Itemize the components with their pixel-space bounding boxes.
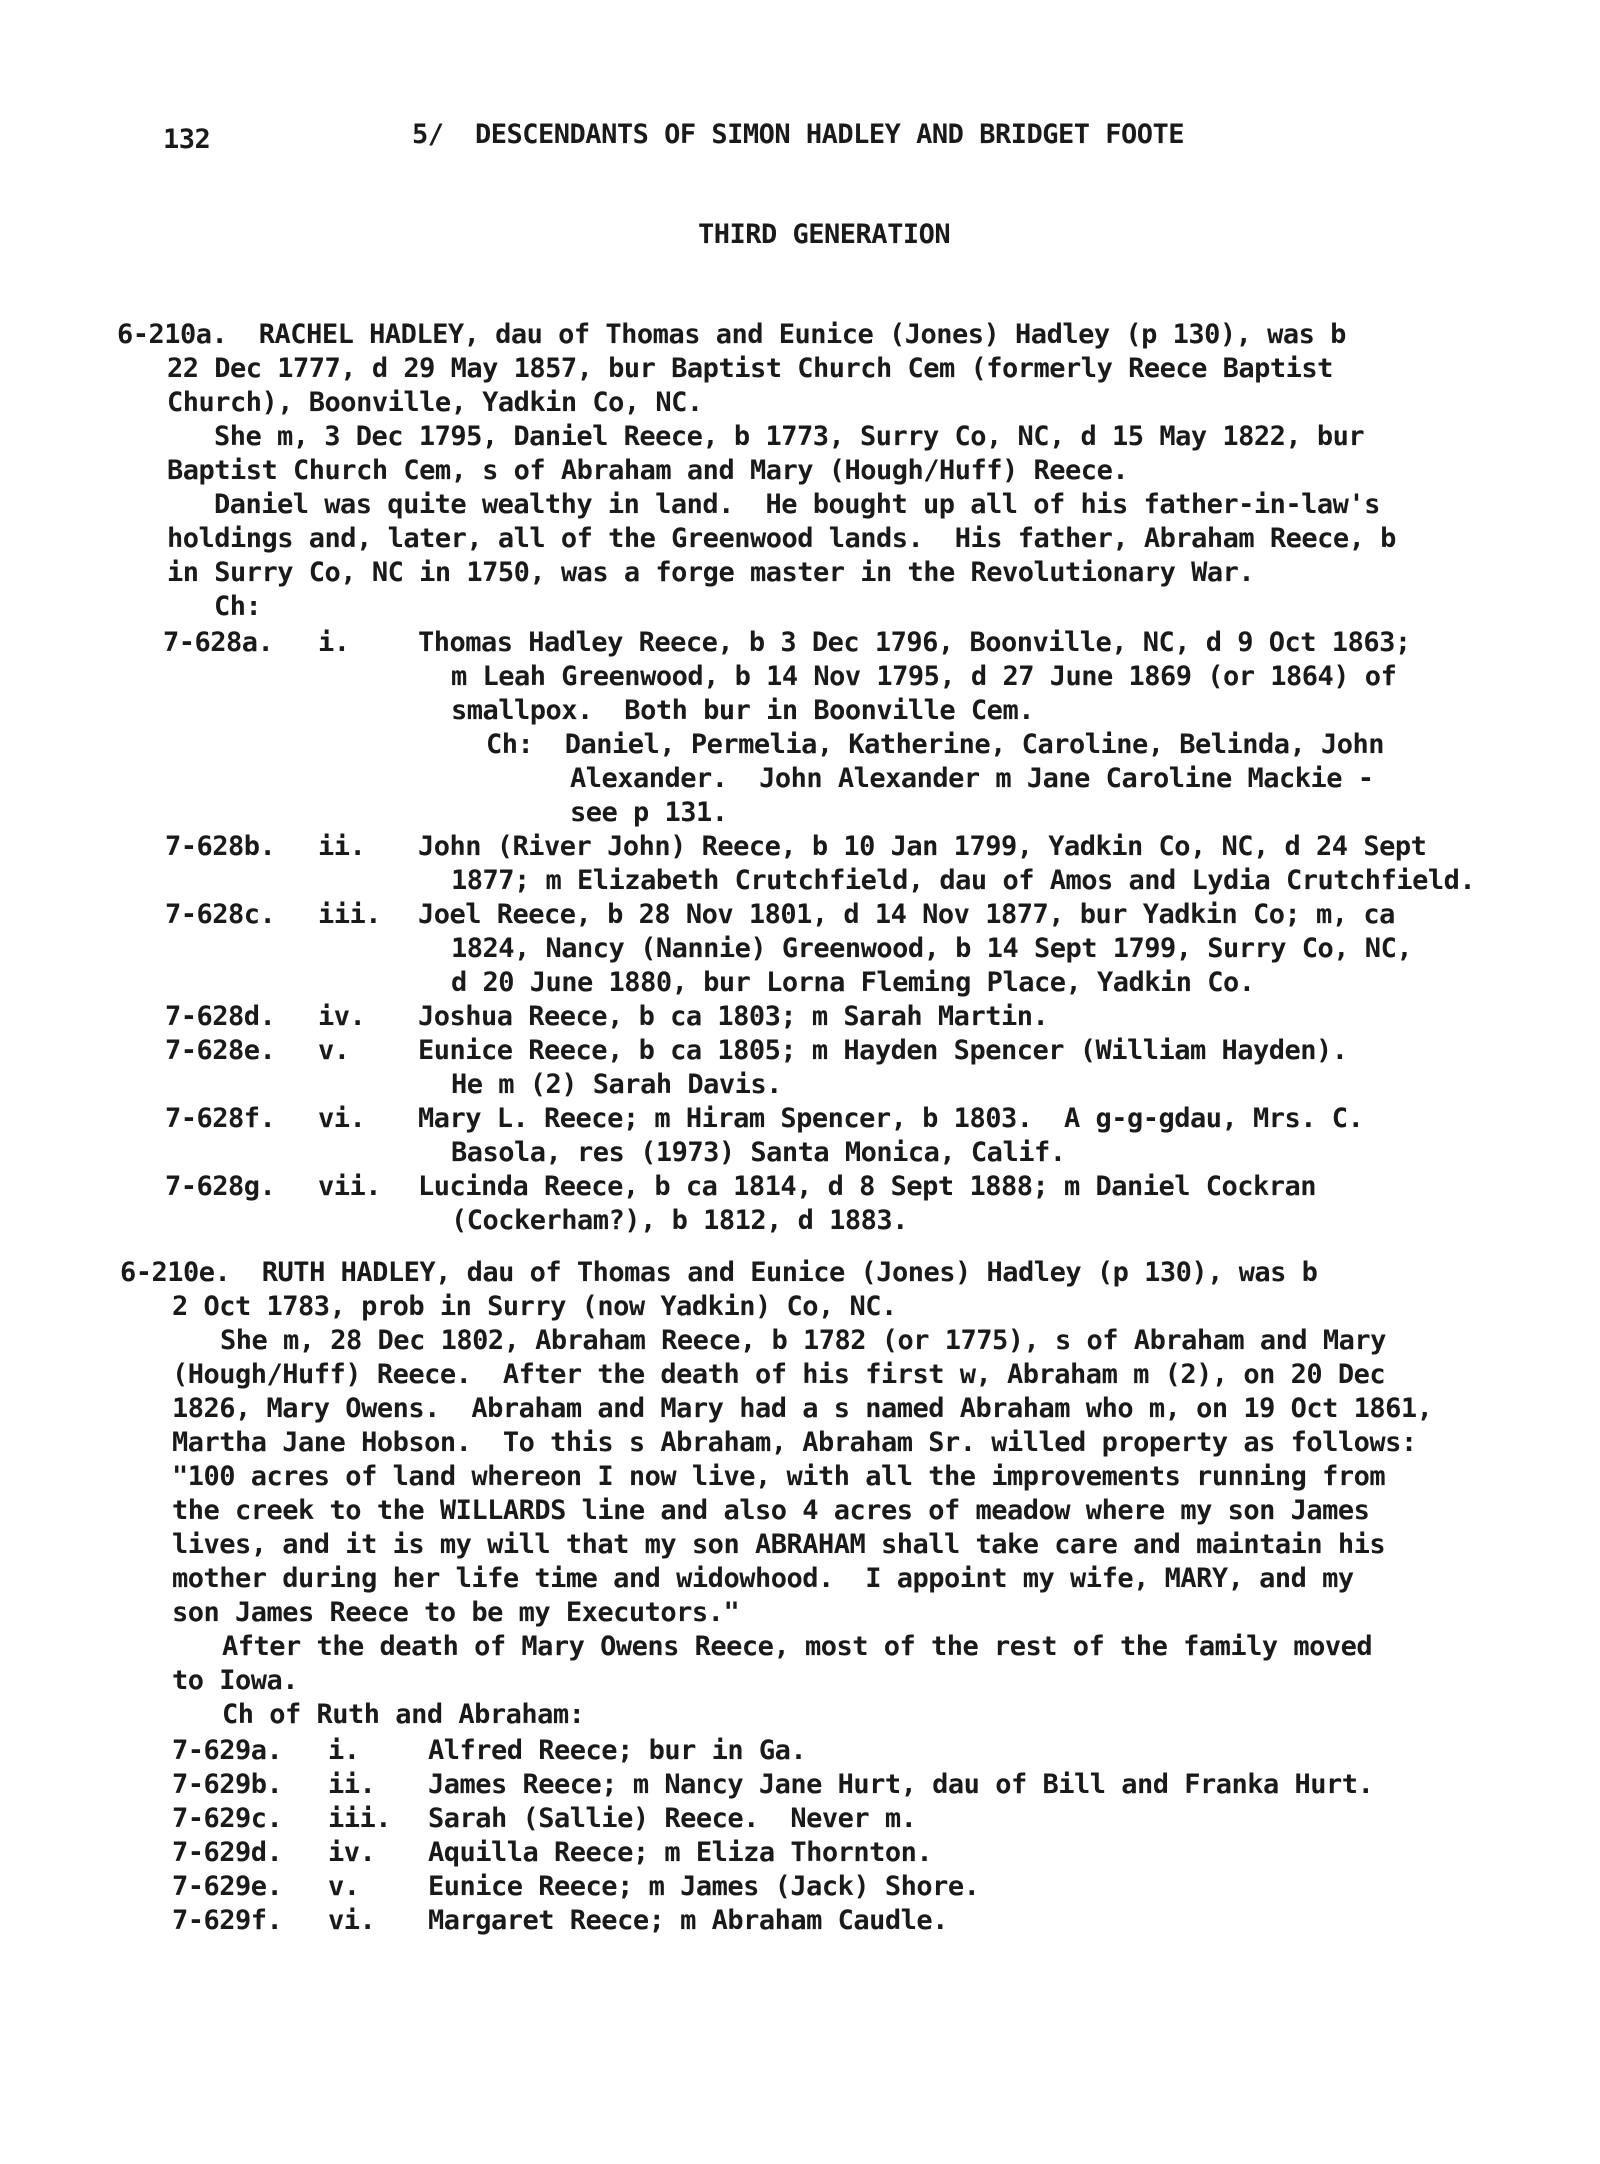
child-num: iii.: [318, 899, 382, 930]
child-text: Margaret Reece; m Abraham Caudle.: [428, 1905, 948, 1936]
child-text: Lucinda Reece, b ca 1814, d 8 Sept 1888; m Daniel Cockran: [418, 1171, 1317, 1202]
ruth-line-7: "100 acres of land whereon I now live, with all the improvements running from: [172, 1461, 1386, 1492]
ruth-line-9: lives, and it is my will that my son ABRAHAM shall take care and maintain his: [172, 1529, 1386, 1560]
child-text: Eunice Reece, b ca 1805; m Hayden Spencer (William Hayden).: [418, 1035, 1348, 1066]
child-text: Eunice Reece; m James (Jack) Shore.: [428, 1871, 980, 1902]
child-num: i.: [328, 1735, 360, 1766]
rachel-line-4: She m, 3 Dec 1795, Daniel Reece, b 1773, Surry Co, NC, d 15 May 1822, bur: [214, 421, 1365, 452]
child-num: vi.: [328, 1905, 376, 1936]
child-text: John (River John) Reece, b 10 Jan 1799, Yadkin Co, NC, d 24 Sept: [418, 831, 1427, 862]
child-id: 7-628e.: [165, 1035, 276, 1066]
page-number: 132: [163, 124, 211, 155]
rachel-ch-label: Ch:: [214, 591, 262, 622]
child-text: Joel Reece, b 28 Nov 1801, d 14 Nov 1877, bur Yadkin Co; m, ca: [418, 899, 1395, 930]
child-id: 7-628c.: [165, 899, 276, 930]
rachel-line-1: 6-210a. RACHEL HADLEY, dau of Thomas and Eunice (Jones) Hadley (p 130), was b: [117, 319, 1346, 350]
child-text: Mary L. Reece; m Hiram Spencer, b 1803. A g-g-gdau, Mrs. C.: [418, 1103, 1364, 1134]
child-text: m Leah Greenwood, b 14 Nov 1795, d 27 June 1869 (or 1864) of: [451, 661, 1397, 692]
child-num: iii.: [328, 1803, 392, 1834]
child-id: 7-629d.: [172, 1837, 283, 1868]
ruth-line-12: After the death of Mary Owens Reece, most of the rest of the family moved: [222, 1631, 1373, 1662]
child-id: 7-629e.: [172, 1871, 283, 1902]
child-num: vi.: [318, 1103, 366, 1134]
child-text: He m (2) Sarah Davis.: [451, 1069, 782, 1100]
grandchildren-line: Ch: Daniel, Permelia, Katherine, Caroline, Belinda, John: [486, 729, 1385, 760]
child-num: i.: [318, 627, 350, 658]
child-num: iv.: [328, 1837, 376, 1868]
rachel-line-5: Baptist Church Cem, s of Abraham and Mary (Hough/Huff) Reece.: [167, 455, 1129, 486]
child-text: Joshua Reece, b ca 1803; m Sarah Martin.: [418, 1001, 1049, 1032]
child-num: v.: [318, 1035, 350, 1066]
ruth-line-4: (Hough/Huff) Reece. After the death of his first w, Abraham m (2), on 20 Dec: [172, 1359, 1386, 1390]
child-id: 7-628a.: [163, 627, 274, 658]
child-num: v.: [328, 1871, 360, 1902]
child-num: vii.: [318, 1171, 382, 1202]
ruth-line-2: 2 Oct 1783, prob in Surry (now Yadkin) Co, NC.: [172, 1291, 897, 1322]
ruth-line-1: 6-210e. RUTH HADLEY, dau of Thomas and Eunice (Jones) Hadley (p 130), was b: [120, 1257, 1318, 1288]
ruth-line-11: son James Reece to be my Executors.": [172, 1597, 740, 1628]
child-num: iv.: [318, 1001, 366, 1032]
child-num: ii.: [328, 1769, 376, 1800]
ruth-line-13: to Iowa.: [172, 1665, 299, 1696]
grandchildren-line: Alexander. John Alexander m Jane Caroline Mackie -: [570, 763, 1374, 794]
child-id: 7-629c.: [172, 1803, 283, 1834]
child-id: 7-629b.: [172, 1769, 283, 1800]
child-num: ii.: [318, 831, 366, 862]
ruth-line-3: She m, 28 Dec 1802, Abraham Reece, b 1782 (or 1775), s of Abraham and Mary: [220, 1325, 1386, 1356]
ruth-line-10: mother during her life time and widowhood. I appoint my wife, MARY, and my: [172, 1563, 1354, 1594]
child-text: Basola, res (1973) Santa Monica, Calif.: [451, 1137, 1066, 1168]
child-text: (Cockerham?), b 1812, d 1883.: [451, 1205, 908, 1236]
child-text: d 20 June 1880, bur Lorna Fleming Place, Yadkin Co.: [451, 967, 1255, 998]
rachel-line-2: 22 Dec 1777, d 29 May 1857, bur Baptist Church Cem (formerly Reece Baptist: [167, 353, 1333, 384]
child-id: 7-629f.: [172, 1905, 283, 1936]
ruth-line-6: Martha Jane Hobson. To this s Abraham, Abraham Sr. willed property as follows:: [172, 1427, 1417, 1458]
child-text: Thomas Hadley Reece, b 3 Dec 1796, Boonville, NC, d 9 Oct 1863;: [418, 627, 1411, 658]
rachel-line-8: in Surry Co, NC in 1750, was a forge master in the Revolutionary War.: [167, 557, 1255, 588]
rachel-line-7: holdings and, later, all of the Greenwood lands. His father, Abraham Reece, b: [167, 523, 1396, 554]
child-text: 1877; m Elizabeth Crutchfield, dau of Amos and Lydia Crutchfield.: [451, 865, 1476, 896]
grandchildren-line: see p 131.: [570, 797, 728, 828]
ruth-line-8: the creek to the WILLARDS line and also 4 acres of meadow where my son James: [172, 1495, 1370, 1526]
rachel-line-6: Daniel was quite wealthy in land. He bought up all of his father-in-law's: [214, 489, 1380, 520]
child-text: smallpox. Both bur in Boonville Cem.: [451, 695, 1034, 726]
child-id: 7-628d.: [165, 1001, 276, 1032]
running-title: 5/ DESCENDANTS OF SIMON HADLEY AND BRIDGET FOOTE: [412, 119, 1185, 150]
rachel-line-3: Church), Boonville, Yadkin Co, NC.: [167, 387, 703, 418]
child-id: 7-628f.: [165, 1103, 276, 1134]
child-id: 7-628g.: [165, 1171, 276, 1202]
section-title: THIRD GENERATION: [698, 219, 951, 250]
child-text: 1824, Nancy (Nannie) Greenwood, b 14 Sept 1799, Surry Co, NC,: [451, 933, 1413, 964]
child-text: Alfred Reece; bur in Ga.: [428, 1735, 807, 1766]
child-id: 7-628b.: [165, 831, 276, 862]
ruth-line-5: 1826, Mary Owens. Abraham and Mary had a s named Abraham who m, on 19 Oct 1861,: [172, 1393, 1433, 1424]
child-id: 7-629a.: [172, 1735, 283, 1766]
ruth-ch-label: Ch of Ruth and Abraham:: [222, 1699, 585, 1730]
child-text: Aquilla Reece; m Eliza Thornton.: [428, 1837, 933, 1868]
child-text: Sarah (Sallie) Reece. Never m.: [428, 1803, 917, 1834]
child-text: James Reece; m Nancy Jane Hurt, dau of Bill and Franka Hurt.: [428, 1769, 1374, 1800]
